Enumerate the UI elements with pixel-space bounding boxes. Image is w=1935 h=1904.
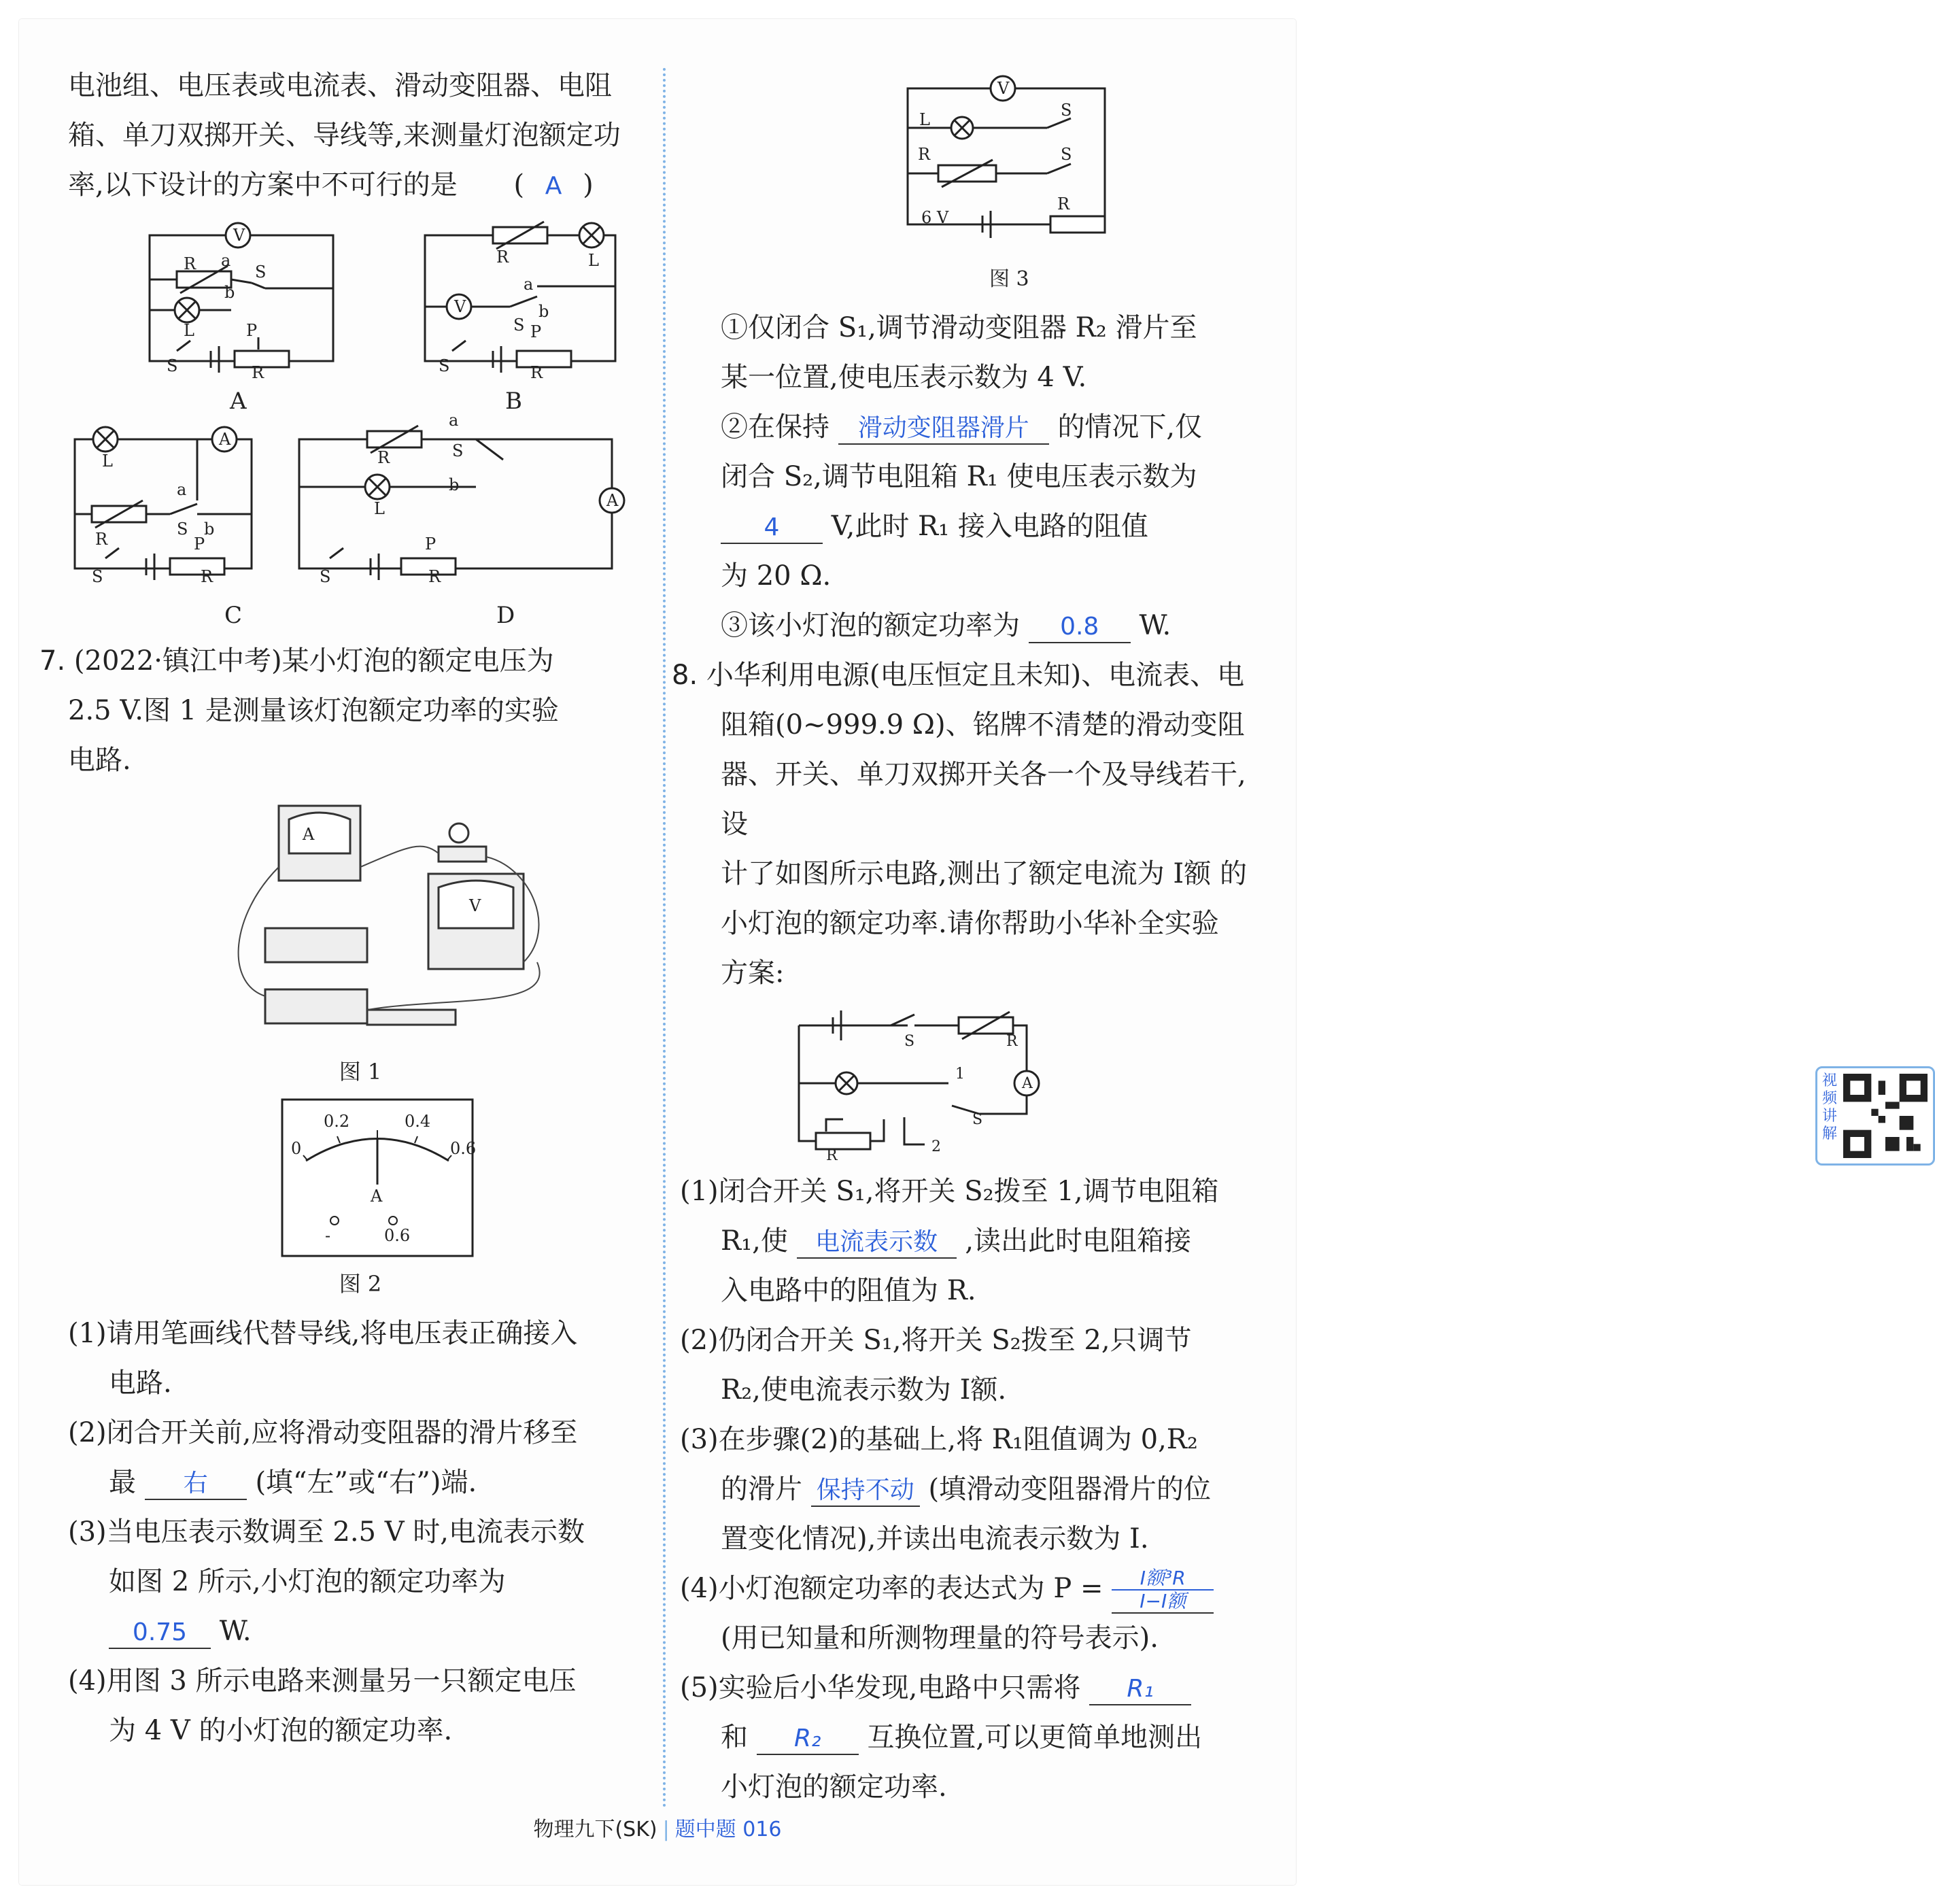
svg-text:R: R bbox=[201, 567, 213, 586]
q8-circuit bbox=[680, 1005, 1251, 1164]
svg-text:S: S bbox=[92, 567, 103, 586]
q8-sub4-b: (用已知量和所测物理量的符号表示). bbox=[721, 1622, 1159, 1654]
q8-sub3-answer: 保持不动 bbox=[811, 1476, 920, 1507]
q8-sub4-a: (4)小灯泡额定功率的表达式为 P = I额³R I−I额 bbox=[680, 1564, 1251, 1614]
step2-c: 4 V,此时 R₁ 接入电路的阻值 bbox=[680, 502, 1251, 551]
svg-text:R: R bbox=[252, 363, 264, 382]
svg-text:A: A bbox=[303, 825, 315, 844]
svg-text:R: R bbox=[377, 448, 390, 467]
q7-sub1-b: 电路. bbox=[109, 1367, 172, 1399]
q7-intro-1: 7. (2022·镇江中考)某小灯泡的额定电压为 bbox=[39, 645, 554, 677]
q8-sub1-b: R₁,使 电流表示数 ,读出此时电阻箱接 bbox=[680, 1217, 1251, 1266]
svg-text:V: V bbox=[469, 896, 481, 915]
option-c-label: C bbox=[224, 602, 243, 629]
fig3-s1: S bbox=[1061, 101, 1072, 120]
svg-text:L: L bbox=[588, 251, 599, 270]
svg-text:P: P bbox=[425, 534, 436, 554]
q7-sub3-b: 如图 2 所示,小灯泡的额定功率为 bbox=[109, 1566, 506, 1597]
bulb bbox=[449, 823, 468, 843]
q8-sub1-a: (1)闭合开关 S₁,将开关 S₂拨至 1,调节电阻箱 bbox=[680, 1176, 1219, 1207]
meter-unit: A bbox=[371, 1187, 383, 1206]
q8-sub5-c: 小灯泡的额定功率. bbox=[721, 1771, 947, 1803]
svg-text:R: R bbox=[826, 1147, 838, 1164]
fig3-caption: 图 3 bbox=[989, 267, 1029, 291]
svg-text:P: P bbox=[246, 321, 258, 340]
tick-0-4: 0.4 bbox=[405, 1112, 431, 1131]
svg-text:b: b bbox=[224, 283, 235, 302]
switch bbox=[367, 1010, 456, 1025]
q7-sub2-a: (2)闭合开关前,应将滑动变阻器的滑片移至 bbox=[68, 1417, 578, 1448]
q8-line-5: 小灯泡的额定功率.请你帮助小华补全实验 bbox=[721, 908, 1219, 939]
option-a-label: A bbox=[230, 388, 247, 415]
tick-0: 0 bbox=[291, 1139, 302, 1158]
svg-text:2: 2 bbox=[931, 1138, 941, 1155]
qr-code-icon bbox=[1843, 1074, 1928, 1158]
step2-d: 为 20 Ω. bbox=[721, 560, 832, 592]
svg-text:A: A bbox=[1022, 1075, 1033, 1092]
option-d-label: D bbox=[496, 602, 515, 629]
svg-text:S: S bbox=[452, 441, 464, 460]
q7-sub3-c: 0.75 W. bbox=[68, 1607, 653, 1656]
svg-text:S: S bbox=[439, 356, 450, 375]
q8-line-6: 方案: bbox=[721, 957, 785, 989]
q8-line-1: 8. 小华利用电源(电压恒定且未知)、电流表、电 bbox=[672, 660, 1245, 691]
svg-text:R: R bbox=[428, 567, 441, 586]
q8-sub5-b: 和 R₂ 互换位置,可以更简单地测出 bbox=[680, 1713, 1251, 1763]
page-footer: 物理九下(SK) | 题中题 016 bbox=[533, 1818, 782, 1841]
svg-text:R: R bbox=[530, 363, 543, 382]
q7-sub2-answer: 右 bbox=[145, 1469, 247, 1500]
fig3-volt: 6 V bbox=[921, 208, 949, 227]
rheostat bbox=[265, 928, 367, 962]
footer-series: 题中题 bbox=[674, 1818, 736, 1841]
svg-text:R: R bbox=[184, 254, 196, 273]
q7-figure-1-apparatus bbox=[68, 792, 653, 1051]
q8-sub1-c: 入电路中的阻值为 R. bbox=[721, 1275, 976, 1306]
q8-sub4-answer: I额³R I−I额 bbox=[1112, 1567, 1214, 1614]
q7-intro-3: 电路. bbox=[68, 745, 131, 776]
q7-figure-2-ammeter bbox=[68, 1093, 653, 1263]
svg-text:S: S bbox=[255, 262, 267, 282]
figure-2-caption: 图 2 bbox=[339, 1271, 382, 1297]
qr-side-label: 视频讲解 bbox=[1821, 1072, 1837, 1142]
svg-text:a: a bbox=[449, 411, 459, 430]
q7-sub1-a: (1)请用笔画线代替导线,将电压表正确接入 bbox=[68, 1318, 578, 1349]
step3: ③该小灯泡的额定功率为 0.8 W. bbox=[680, 601, 1251, 651]
fig3-s2: S bbox=[1061, 145, 1072, 164]
svg-text:a: a bbox=[177, 480, 187, 499]
q8-sub1-answer: 电流表示数 bbox=[797, 1227, 957, 1259]
svg-text:S: S bbox=[320, 567, 331, 586]
svg-text:L: L bbox=[374, 499, 385, 518]
step3-answer: 0.8 bbox=[1029, 612, 1131, 643]
svg-text:S: S bbox=[513, 316, 525, 335]
q8-sub5-answer-2: R₂ bbox=[757, 1724, 859, 1755]
q6-line-1: 电池组、电压表或电流表、滑动变阻器、电阻 bbox=[68, 70, 612, 101]
svg-text:A: A bbox=[219, 430, 231, 449]
q7-sub3-answer: 0.75 bbox=[109, 1618, 211, 1649]
battery-pack bbox=[265, 989, 367, 1023]
step1-a: ①仅闭合 S₁,调节滑动变阻器 R₂ 滑片至 bbox=[721, 312, 1197, 343]
svg-text:S: S bbox=[167, 356, 178, 375]
q8-sub3-b: 的滑片 保持不动 (填滑动变阻器滑片的位 bbox=[680, 1465, 1251, 1514]
tick-0-6: 0.6 bbox=[450, 1139, 477, 1158]
step2-a: ②在保持 滑动变阻器滑片 的情况下,仅 bbox=[680, 403, 1251, 452]
column-divider bbox=[663, 68, 666, 1809]
step2-answer-2: 4 bbox=[721, 513, 823, 544]
option-b-label: B bbox=[505, 388, 522, 415]
right-column bbox=[672, 79, 1837, 1812]
step2-answer: 滑动变阻器滑片 bbox=[838, 413, 1049, 445]
q7-sub4-b: 为 4 V 的小灯泡的额定功率. bbox=[109, 1715, 453, 1746]
svg-text:b: b bbox=[204, 520, 215, 539]
svg-text:R: R bbox=[1006, 1033, 1018, 1050]
left-column bbox=[39, 61, 653, 1756]
q8-sub2-b: R₂,使电流表示数为 I额. bbox=[721, 1374, 1007, 1406]
step1-b: 某一位置,使电压表示数为 4 V. bbox=[721, 362, 1087, 393]
q8-sub3-a: (3)在步骤(2)的基础上,将 R₁阻值调为 0,R₂ bbox=[680, 1424, 1198, 1455]
svg-text:P: P bbox=[530, 322, 542, 341]
q8-sub3-c: 置变化情况),并读出电流表示数为 I. bbox=[721, 1523, 1149, 1554]
fig3-v: V bbox=[997, 79, 1010, 98]
q8-sub2-a: (2)仍闭合开关 S₁,将开关 S₂拨至 2,只调节 bbox=[680, 1325, 1192, 1356]
svg-text:S: S bbox=[177, 520, 188, 539]
q7-sub3-a: (3)当电压表示数调至 2.5 V 时,电流表示数 bbox=[68, 1516, 585, 1548]
qr-code-panel[interactable] bbox=[1815, 1066, 1935, 1166]
fig3-r2: R bbox=[1057, 194, 1070, 214]
svg-text:V: V bbox=[233, 226, 245, 245]
svg-text:P: P bbox=[194, 534, 205, 554]
svg-text:b: b bbox=[538, 302, 549, 321]
svg-text:a: a bbox=[524, 275, 534, 294]
q8-line-2: 阻箱(0~999.9 Ω)、铭牌不清楚的滑动变阻 bbox=[721, 709, 1245, 741]
figure-1-caption: 图 1 bbox=[339, 1059, 382, 1085]
tick-0-2: 0.2 bbox=[324, 1112, 350, 1131]
q8-line-4: 计了如图所示电路,测出了额定电流为 I额 的 bbox=[721, 858, 1247, 889]
q8-line-3: 器、开关、单刀双掷开关各一个及导线若干,设 bbox=[721, 759, 1246, 840]
q6-options-figure bbox=[68, 215, 653, 636]
q7-sub2-b: 最 右 (填“左”或“右”)端. bbox=[68, 1458, 653, 1508]
footer-book: 物理九下(SK) bbox=[533, 1818, 657, 1841]
svg-text:1: 1 bbox=[955, 1066, 965, 1083]
svg-text:S: S bbox=[972, 1111, 983, 1128]
fig3-l: L bbox=[919, 110, 930, 129]
svg-text:L: L bbox=[184, 321, 194, 340]
terminal-neg: - bbox=[325, 1226, 331, 1245]
q6-answer: A bbox=[545, 172, 562, 200]
step2-b: 闭合 S₂,调节电阻箱 R₁ 使电压表示数为 bbox=[721, 461, 1197, 492]
svg-text:A: A bbox=[606, 491, 619, 510]
option-c-circuit bbox=[75, 427, 252, 580]
q8-sub5-answer-1: R₁ bbox=[1089, 1674, 1191, 1705]
footer-page: 016 bbox=[742, 1818, 782, 1841]
svg-text:R: R bbox=[496, 248, 509, 267]
option-b-circuit bbox=[425, 222, 615, 373]
fig3-circuit bbox=[680, 75, 1251, 299]
q6-line-3: 率,以下设计的方案中不可行的是 ( A ) bbox=[68, 169, 594, 201]
fig3-r1: R bbox=[918, 145, 931, 164]
q8-sub5-a: (5)实验后小华发现,电路中只需将 R₁ bbox=[680, 1663, 1251, 1713]
svg-text:V: V bbox=[454, 297, 466, 316]
q6-line-2: 箱、单刀双掷开关、导线等,来测量灯泡额定功 bbox=[68, 120, 621, 151]
svg-text:b: b bbox=[449, 475, 460, 494]
q7-sub4-a: (4)用图 3 所示电路来测量另一只额定电压 bbox=[68, 1665, 577, 1697]
svg-text:S: S bbox=[904, 1033, 915, 1050]
terminal-pos: 0.6 bbox=[384, 1226, 411, 1245]
option-a-circuit bbox=[150, 223, 333, 373]
svg-text:R: R bbox=[95, 530, 108, 549]
svg-text:L: L bbox=[102, 452, 113, 471]
svg-text:a: a bbox=[221, 251, 231, 270]
q7-intro-2: 2.5 V.图 1 是测量该灯泡额定功率的实验 bbox=[68, 695, 559, 726]
